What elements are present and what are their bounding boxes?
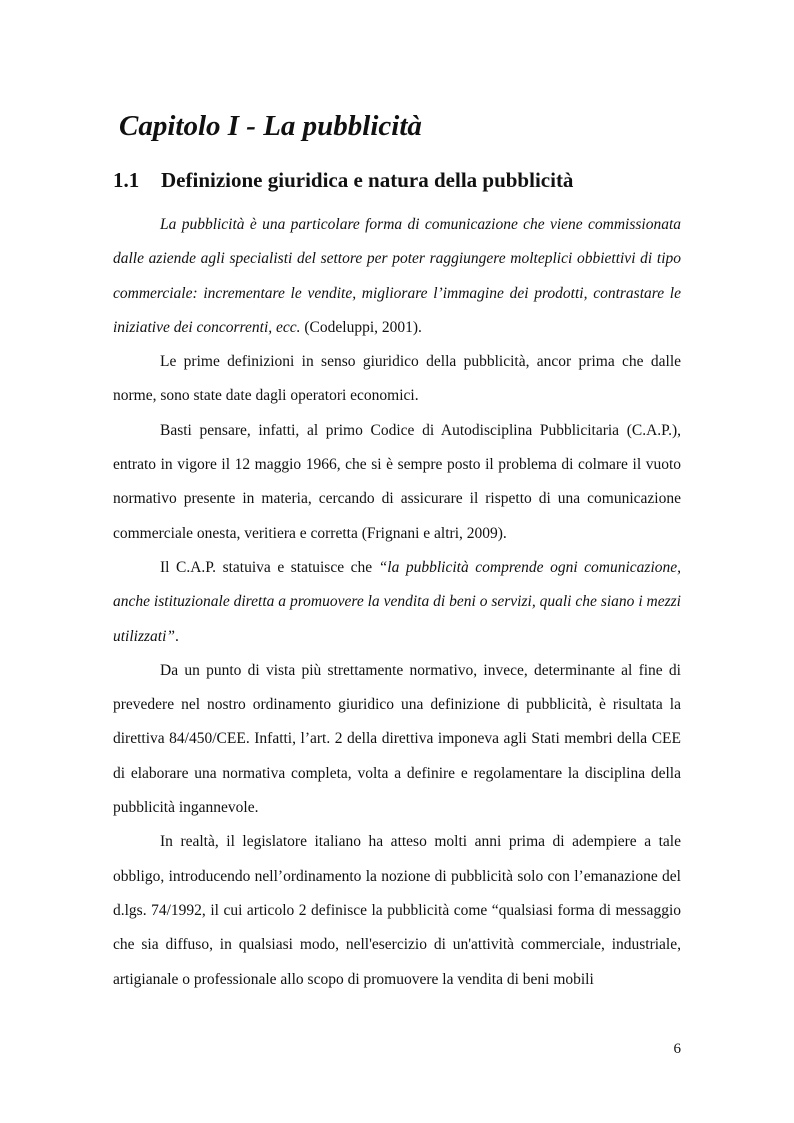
paragraph-6: In realtà, il legislatore italiano ha atteso molti anni prima di adempiere a tale obbligo, introducendo nell’ordinamento la nozione di pubblicità solo con l’emanazione del d.lgs. 74/1992, il cui articolo 2 definisce la pubblicità come “qualsiasi forma di messaggio che sia diffuso, in qualsiasi modo, nell'esercizio di un'attività commerciale, industriale, artigianale o professionale allo scopo di promuovere la vendita di beni mobili	[113, 833, 681, 988]
chapter-title: Capitolo I - La pubblicità	[119, 110, 422, 142]
paragraph-4	[113, 551, 681, 654]
cap-definition-quote: “la pubblicità comprende ogni comunicazione, anche istituzionale diretta a promuovere la vendita di beni o servizi, quali che siano i mezzi utilizzati”	[113, 558, 682, 645]
paragraph-4-end: .	[175, 627, 179, 645]
paragraph-3: Basti pensare, infatti, al primo Codice di Autodisciplina Pubblicitaria (C.A.P.), entrato in vigore il 12 maggio 1966, che si è sempre posto il problema di colmare il vuoto normativo presente in materia, cercando di assicurare il rispetto di una comunicazione commerciale onesta, veritiera e corretta (Frignani e altri, 2009).	[113, 421, 681, 542]
paragraph-1	[113, 208, 681, 345]
section-heading	[113, 168, 573, 193]
section-title: Definizione giuridica e natura della pubblicità	[161, 168, 574, 192]
definition-quote: La pubblicità è una particolare forma di comunicazione che viene commissionata dalle aziende agli specialisti del settore per poter raggiungere molteplici obbiettivi di tipo commerciale: incrementare le vendite, migliorare l’immagine dei prodotti, contrastare le iniziative dei concorrenti, ecc.	[113, 216, 681, 336]
paragraph-5: Da un punto di vista più strettamente normativo, invece, determinante al fine di prevedere nel nostro ordinamento giuridico una definizione di pubblicità, è risultata la direttiva 84/450/CEE. Infatti, l’art. 2 della direttiva imponeva agli Stati membri della CEE di elaborare una normativa completa, volta a definire e regolamentare la disciplina della pubblicità ingannevole.	[113, 661, 681, 817]
paragraph-2: Le prime definizioni in senso giuridico della pubblicità, ancor prima che dalle norme, sono state date dagli operatori economici.	[113, 353, 681, 405]
body-text	[113, 208, 681, 997]
section-number: 1.1	[113, 168, 140, 192]
citation: (Codeluppi, 2001).	[300, 318, 422, 336]
paragraph-4-lead: Il C.A.P. statuiva e statuisce che	[160, 558, 379, 576]
page-number: 6	[673, 1041, 681, 1057]
